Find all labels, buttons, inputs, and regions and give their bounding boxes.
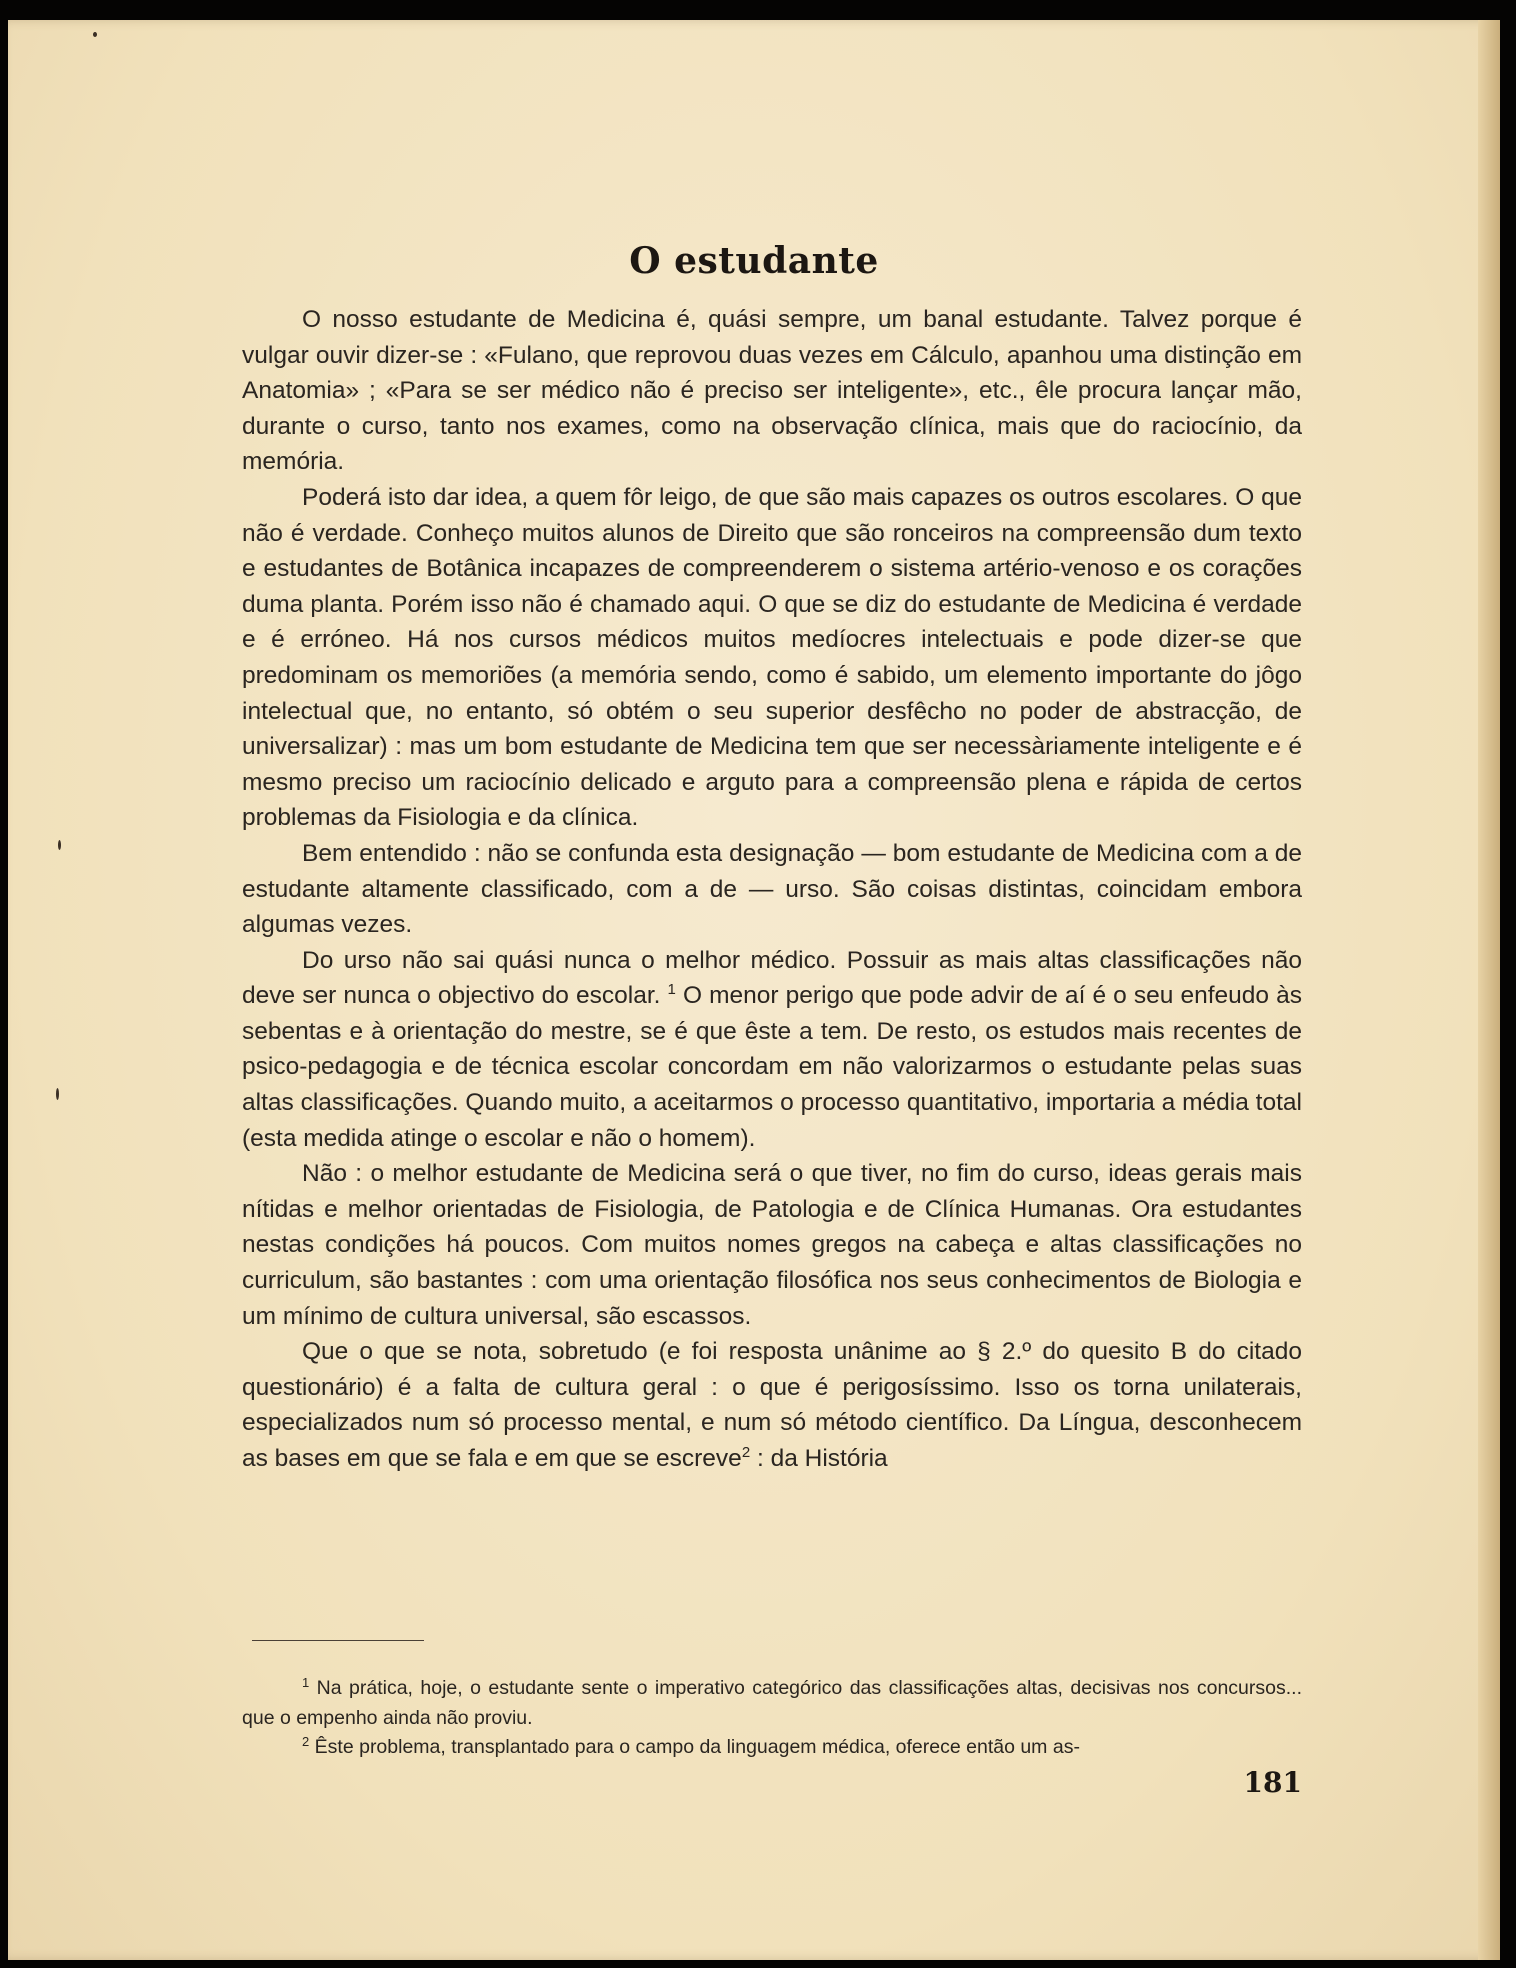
footnote-divider: [252, 1640, 424, 1641]
footnote: [242, 1733, 1302, 1763]
ink-speck: [93, 32, 97, 37]
footnote-mark: 2: [302, 1734, 310, 1749]
ink-speck: [56, 1088, 59, 1100]
paragraph: [242, 943, 1302, 1157]
footnote: [242, 1674, 1302, 1733]
paragraph-text: Do urso não sai quási nunca o melhor médico. Possuir as mais altas classificações não deve ser nunca o objectivo do escolar.: [242, 946, 1302, 1010]
book-page: [8, 20, 1500, 1960]
paragraph: O nosso estudante de Medicina é, quási sempre, um banal estudante. Talvez porque é vulgar ouvir dizer-se : «Fulano, que reprovou duas vezes em Cálculo, apanhou uma distinção em Anatomia» ; «Para se ser médico não é preciso ser inteligente», etc., êle procura lançar mão, durante o curso, tanto nos exames, como na observação clínica, mais que do raciocínio, da memória.: [242, 306, 1302, 476]
footnote-ref-1: 1: [667, 981, 676, 999]
footnotes: [242, 1674, 1302, 1763]
paragraph: Não : o melhor estudante de Medicina será o que tiver, no fim do curso, ideas gerais mais nítidas e melhor orientadas de Fisiologia, de Patologia e de Clínica Humanas. Ora estudantes nestas condições há poucos. Com muitos nomes gregos na cabeça e altas classificações no curriculum, são bastantes : com uma orientação filosófica nos seus conhecimentos de Biologia e um mínimo de cultura universal, são escassos.: [242, 1160, 1302, 1330]
paragraph: [242, 1334, 1302, 1476]
footnote-ref-2: 2: [741, 1444, 751, 1461]
ink-speck: [58, 840, 61, 850]
paragraph: Bem entendido : não se confunda esta designação — bom estudante de Medicina com a de estudante altamente classificado, com a de — urso. São coisas distintas, coincidam embora algumas vezes.: [242, 839, 1302, 939]
footnote-mark: 1: [302, 1675, 310, 1690]
footnote-text: Êste problema, transplantado para o campo da linguagem médica, oferece então um as-: [314, 1736, 1080, 1758]
footnote-text: Na prática, hoje, o estudante sente o imperativo categórico das classificações altas, decisivas nos concursos... que o empenho ainda não proviu.: [242, 1677, 1302, 1729]
page-edge-shadow: [1478, 20, 1500, 1960]
page-number: 181: [1243, 1766, 1302, 1799]
paragraph-text: : da História: [756, 1445, 888, 1472]
page-title: O estudante: [629, 240, 879, 283]
paragraph-text: O menor perigo que pode advir de aí é o seu enfeudo às sebentas e à orientação do mestre, se é que êste a tem. De resto, os estudos mais recentes de psico-pedagogia e de técnica escolar concordam em não valorizarmos o estudante pelas suas altas classificações. Quando muito, a aceitarmos o processo quantitativo, importaria a média total (esta medida atinge o escolar e não o homem).: [242, 982, 1302, 1152]
paragraph-text: Que o que se nota, sobretudo (e foi resposta unânime ao § 2.º do quesito B do citado questionário) é a falta de cultura geral : o que é perigosíssimo. Isso os torna unilaterais, especializados num só processo mental, e num só método científico. Da Língua, desconhecem as bases em que se fala e em que se escreve: [242, 1338, 1302, 1472]
paragraph: Poderá isto dar idea, a quem fôr leigo, de que são mais capazes os outros escolares. O que não é verdade. Conheço muitos alunos de Direito que são ronceiros na compreensão dum texto e estudantes de Botânica incapazes de compreenderem o sistema artério-venoso e os corações duma planta. Porém isso não é chamado aqui. O que se diz do estudante de Medicina é verdade e é erróneo. Há nos cursos médicos muitos medíocres intelectuais e pode dizer-se que predominam os memoriões (a memória sendo, como é sabido, um elemento importante do jôgo intelectual que, no entanto, só obtém o seu superior desfêcho no poder de abstracção, de universalizar) : mas um bom estudante de Medicina tem que ser necessàriamente inteligente e é mesmo preciso um raciocínio delicado e arguto para a compreensão plena e rápida de certos problemas da Fisiologia e da clínica.: [242, 483, 1302, 832]
body-text: [242, 302, 1302, 1477]
